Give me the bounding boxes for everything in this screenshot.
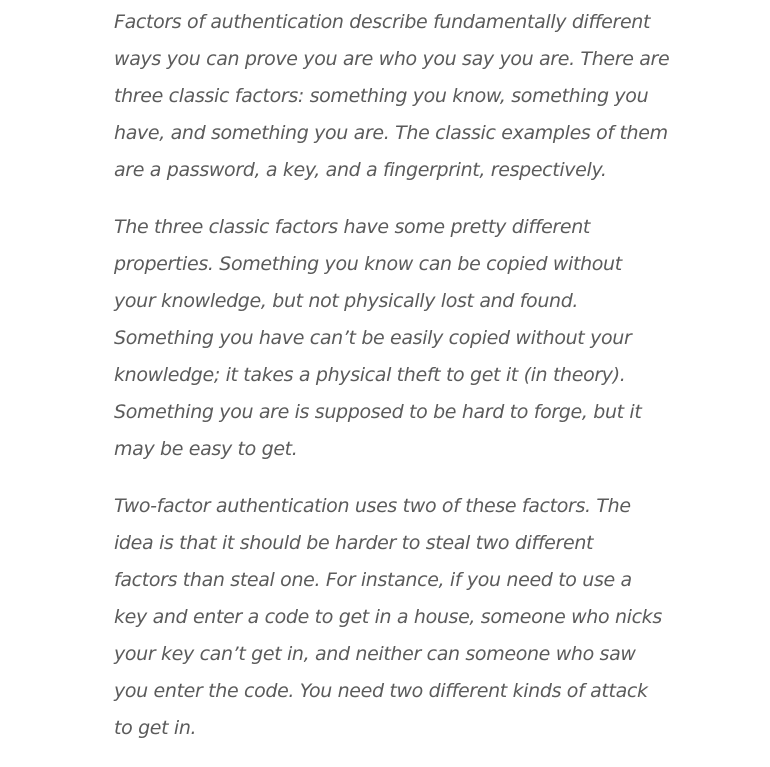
paragraph-line: Two-factor authentication uses two of these factors. The bbox=[114, 495, 631, 517]
paragraph-line: knowledge; it takes a physical theft to get it (in theory). bbox=[114, 364, 626, 386]
paragraph-line: The three classic factors have some pretty different bbox=[114, 216, 590, 238]
paragraph-line: have, and something you are. The classic examples of them bbox=[114, 122, 668, 144]
paragraph-line: to get in. bbox=[114, 717, 197, 739]
article-body bbox=[114, 4, 674, 767]
paragraph-line: your knowledge, but not physically lost and found. bbox=[114, 290, 579, 312]
paragraph-line: you enter the code. You need two different kinds of attack bbox=[114, 680, 648, 702]
paragraph-line: Factors of authentication describe fundamentally different bbox=[114, 11, 651, 33]
paragraph-line: your key can’t get in, and neither can someone who saw bbox=[114, 643, 636, 665]
paragraph-line: idea is that it should be harder to steal two different bbox=[114, 532, 594, 554]
paragraph-line: key and enter a code to get in a house, someone who nicks bbox=[114, 606, 662, 628]
paragraph-line: factors than steal one. For instance, if you need to use a bbox=[114, 569, 632, 591]
paragraph-factor-properties bbox=[114, 209, 674, 468]
paragraph-line: ways you can prove you are who you say you are. There are bbox=[114, 48, 670, 70]
paragraph-authentication-factors bbox=[114, 4, 674, 189]
paragraph-line: three classic factors: something you know, something you bbox=[114, 85, 649, 107]
paragraph-line: are a password, a key, and a fingerprint, respectively. bbox=[114, 159, 607, 181]
paragraph-line: properties. Something you know can be copied without bbox=[114, 253, 622, 275]
paragraph-two-factor bbox=[114, 488, 674, 747]
paragraph-line: may be easy to get. bbox=[114, 438, 298, 460]
paragraph-line: Something you have can’t be easily copied without your bbox=[114, 327, 632, 349]
paragraph-line: Something you are is supposed to be hard to forge, but it bbox=[114, 401, 642, 423]
